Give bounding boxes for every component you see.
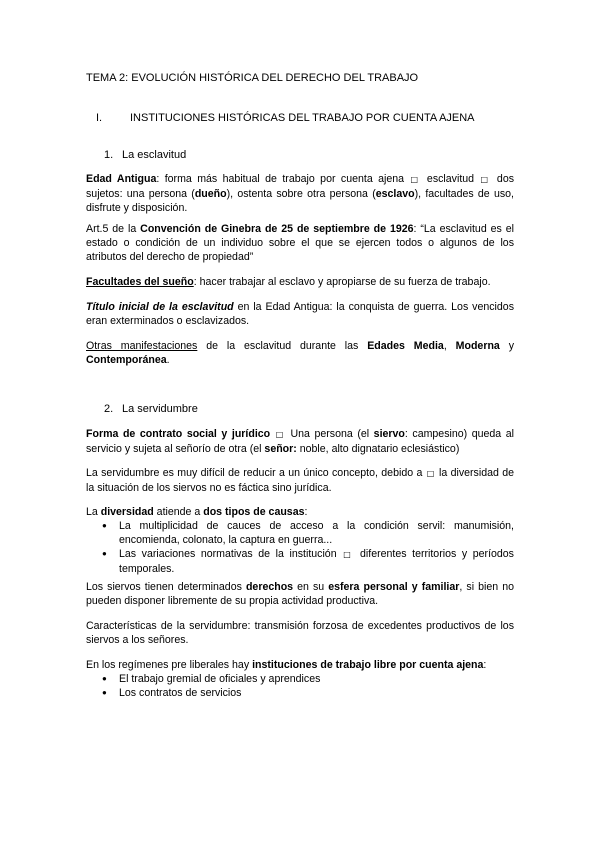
paragraph-edad-antigua: Edad Antigua: forma más habitual de trabajo por cuenta ajena □ esclavitud □ dos sujetos: una persona (dueño), ostenta sobre otra persona (esclavo), facultades de uso, disfrute y disposición. xyxy=(86,173,515,214)
term-titulo-inicial: Título inicial de la esclavitud xyxy=(86,301,234,313)
paragraph-dificil-reducir: La servidumbre es muy difícil de reducir a un único concepto, debido a □ la diversidad de la situación de los siervos no es fáctica sino jurídica. xyxy=(86,467,515,494)
section-heading xyxy=(86,111,514,125)
term-derechos: derechos xyxy=(245,581,294,593)
term-otras-manifestaciones: Otras manifestaciones xyxy=(86,340,198,352)
paragraph-facultades: Facultades del sueño: hacer trabajar al esclavo y apropiarse de su fuerza de trabajo. xyxy=(86,276,491,288)
list-item: ● Las variaciones normativas de la institución □ diferentes territorios y períodos temporales. xyxy=(86,547,514,576)
bullet-list-instituciones xyxy=(86,672,514,700)
missing-glyph-icon: □ xyxy=(343,550,354,559)
subsection-label: La esclavitud xyxy=(122,149,187,161)
bullet-list-causas xyxy=(86,519,514,576)
section-label: INSTITUCIONES HISTÓRICAS DEL TRABAJO POR CUENTA AJENA xyxy=(130,112,475,124)
subsection-heading-servidumbre xyxy=(86,402,514,416)
list-item: ● El trabajo gremial de oficiales y aprendices xyxy=(86,672,514,686)
paragraph-convencion-ginebra: Art.5 de la Convención de Ginebra de 25 de septiembre de 1926: “La esclavitud es el estado o condición de un individuo sobre el que se ejercen todos o algunos de los atributos del derecho de propiedad” xyxy=(86,223,514,263)
missing-glyph-icon: □ xyxy=(275,430,285,439)
paragraph-forma-contrato: Forma de contrato social y jurídico □ Una persona (el siervo: campesino) queda al servicio y sujeta al señorío de otra (el señor: noble, alto dignatario eclesiástico) xyxy=(86,428,514,455)
term-dueno: dueño xyxy=(194,188,227,200)
subsection-number: 2. xyxy=(104,403,114,415)
section-number: I. xyxy=(96,112,103,124)
term-facultades: Facultades del sueño xyxy=(86,276,194,288)
term-esfera: esfera personal y familiar xyxy=(328,581,460,593)
term-edad-antigua: Edad Antigua xyxy=(86,173,157,185)
paragraph-titulo-inicial: Título inicial de la esclavitud en la Edad Antigua: la conquista de guerra. Los vencidos eran exterminados o esclavizados. xyxy=(86,301,514,327)
subsection-number: 1. xyxy=(104,149,114,161)
paragraph-otras-manifestaciones: Otras manifestaciones de la esclavitud durante las Edades Media, Moderna y Contemporánea. xyxy=(86,340,514,366)
term-forma-contrato: Forma de contrato social y jurídico xyxy=(86,428,271,440)
page-title: TEMA 2: EVOLUCIÓN HISTÓRICA DEL DERECHO DEL TRABAJO xyxy=(86,72,419,84)
subsection-label: La servidumbre xyxy=(122,403,198,415)
list-item: ● Los contratos de servicios xyxy=(86,686,514,700)
term-dos-tipos: dos tipos de causas xyxy=(203,506,305,518)
regimenes-intro: En los regímenes pre liberales hay instituciones de trabajo libre por cuenta ajena: xyxy=(86,659,487,671)
list-item: ● La multiplicidad de cauces de acceso a la condición servil: manumisión, encomienda, colonato, la captura en guerra... xyxy=(86,519,514,547)
term-siervo: siervo xyxy=(373,428,405,440)
missing-glyph-icon: □ xyxy=(426,469,435,478)
paragraph-diversidad xyxy=(86,505,514,576)
term-senor: señor: xyxy=(264,443,297,455)
missing-glyph-icon: □ xyxy=(480,175,491,184)
term-esclavo: esclavo xyxy=(375,188,415,200)
term-instituciones: instituciones de trabajo libre por cuenta ajena xyxy=(252,659,484,671)
paragraph-derechos-siervos: Los siervos tienen determinados derechos en su esfera personal y familiar, si bien no pueden disponer libremente de su propia actividad productiva. xyxy=(86,581,514,607)
diversidad-intro: La diversidad atiende a dos tipos de causas: xyxy=(86,506,308,518)
subsection-heading-esclavitud xyxy=(86,148,514,162)
paragraph-regimenes xyxy=(86,658,514,700)
term-diversidad: diversidad xyxy=(100,506,154,518)
missing-glyph-icon: □ xyxy=(410,175,421,184)
paragraph-caracteristicas: Características de la servidumbre: transmisión forzosa de excedentes productivos de los siervos a los señores. xyxy=(86,620,514,646)
term-convencion: Convención de Ginebra de 25 de septiembre de 1926 xyxy=(140,223,414,235)
